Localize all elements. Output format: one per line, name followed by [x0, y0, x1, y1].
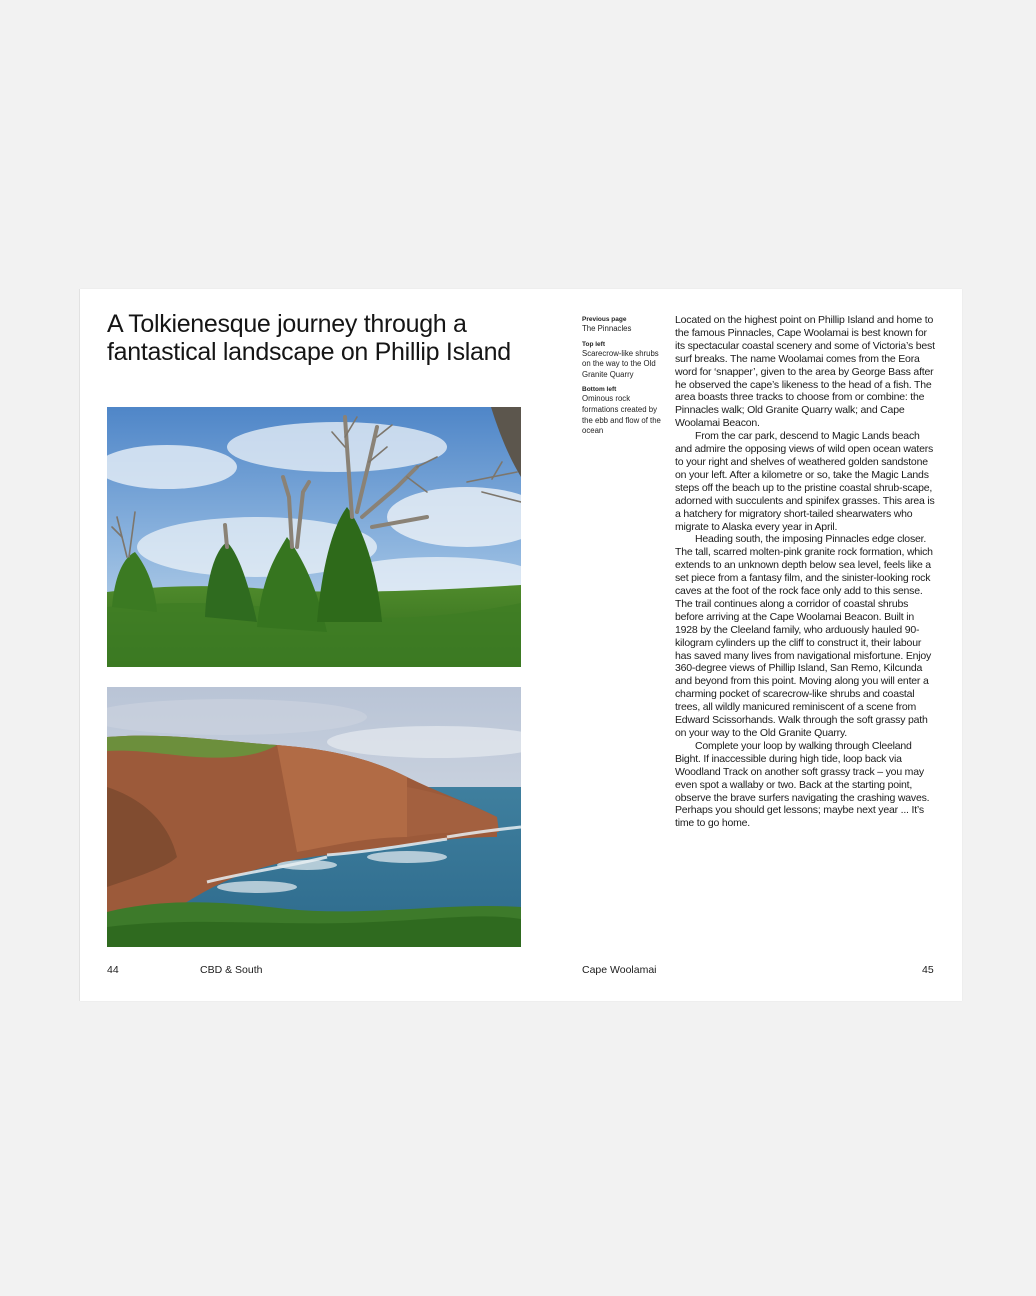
- caption-text: Scarecrow-like shrubs on the way to the Old Granite Quarry: [582, 348, 659, 379]
- spread-edge: [79, 289, 80, 1001]
- caption-top-left: [582, 340, 662, 381]
- article-body: [675, 314, 937, 830]
- caption-heading: Top left: [582, 340, 605, 348]
- paragraph: Complete your loop by walking through Cleeland Bight. If inaccessible during high tide, loop back via Woodland Track on another soft grassy track – you may even spot a wallaby or two. Back at the starting point, observe the brave surfers navigating the crashing waves. Perhaps you should get lessons; maybe next year ... It’s time to go home.: [675, 739, 930, 830]
- headline: A Tolkienesque journey through a fantastical landscape on Phillip Island: [107, 310, 511, 366]
- photo-scarecrow-shrubs: [107, 407, 521, 667]
- right-page-number: 45: [922, 964, 934, 976]
- caption-text: The Pinnacles: [582, 324, 632, 333]
- caption-heading: Previous page: [582, 316, 627, 323]
- left-section-name: CBD & South: [200, 964, 263, 976]
- left-page-number: 44: [107, 964, 119, 976]
- paragraph: Heading south, the imposing Pinnacles edge closer. The tall, scarred molten-pink granite rock formation, which extends to an unknown depth below sea level, feels like a set piece from a fantasy film, and the sinister-looking rock caves at the foot of the rock face only add to this sense. The trail continues along a corridor of coastal shrubs before arriving at the Cape Woolamai Beacon. Built in 1928 by the Cleeland family, who arduously hauled 90-kilogram cylinders up the cliff to construct it, their labour has saved many lives from navigational misfortune. Enjoy 360-degree views of Phillip Island, San Remo, Kilcunda and beyond from this point. Moving along you will enter a charming pocket of scarecrow-like shrubs and coastal trees, all wildly manicured reminiscent of a scene from Edward Scissorhands. Walk through the soft grassy path on your way to the Old Granite Quarry.: [675, 533, 933, 739]
- photo-rock-formations: [107, 687, 521, 947]
- caption-text: Ominous rock formations created by the ebb and flow of the ocean: [582, 394, 661, 436]
- paragraph: Located on the highest point on Phillip Island and home to the famous Pinnacles, Cape Woolamai is best known for its spectacular coastal scenery and some of Victoria’s best surf breaks. The name Woolamai comes from the Eora word for ‘snapper’, given to the area by George Bass after he observed the cape’s likeness to the head of a fish. The area boasts three tracks to choose from or combine: the Pinnacles walk; Old Granite Quarry walk; and Cape Woolamai Beacon.: [675, 314, 935, 430]
- right-section-name: Cape Woolamai: [582, 964, 657, 976]
- paragraph: From the car park, descend to Magic Lands beach and admire the opposing views of wild open ocean waters to your right and shelves of weathered golden sandstone on your left. After a kilometre or so, take the Magic Lands steps off the beach up to the pristine coastal shrub-scape, adorned with succulents and spinifex grasses. This area is a hatchery for migratory short-tailed shearwaters who migrate to Alaska every year in April.: [675, 430, 935, 533]
- caption-heading: Bottom left: [582, 386, 617, 394]
- caption-previous-page: [582, 315, 662, 335]
- captions: [582, 315, 662, 442]
- caption-bottom-left: [582, 385, 662, 436]
